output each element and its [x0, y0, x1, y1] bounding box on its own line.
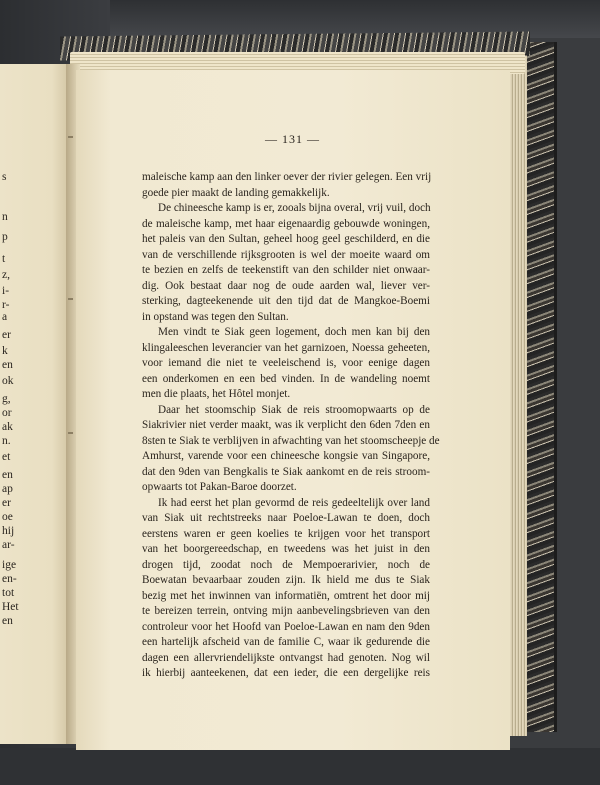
- left-page-fragment: hij: [2, 525, 15, 537]
- text-line: maleische kamp aan den linker oever der rivier gelegen. Een vrij: [142, 171, 432, 183]
- left-page-fragment: ok: [2, 375, 14, 387]
- text-line: sterking, dagteekenende uit den tijd dat de Mangkoe-Boemi: [142, 295, 430, 307]
- text-line: het paleis van den Sultan, geheel hoog geel geschilderd, en die: [142, 233, 430, 245]
- page-mark: [68, 432, 73, 434]
- text-line: dig. Ook bestaat daar nog de oude aarden wal, liever ver-: [142, 279, 430, 292]
- text-line: dagen een allervriendelijkste ontvangst had genoten. Nog wil: [142, 651, 430, 664]
- left-page-fragment: p: [2, 231, 8, 243]
- text-line: opwaarts tot Pakan-Baroe doorzet.: [142, 481, 297, 493]
- left-page-fragment: Het: [2, 601, 19, 613]
- left-page-fragment: r-: [2, 299, 10, 311]
- left-page-fragment: er: [2, 497, 11, 509]
- text-line: van het boorgereedschap, en tweedens was het juist in den: [142, 543, 430, 555]
- facing-left-page: [0, 64, 74, 744]
- left-page-fragment: ar-: [2, 539, 15, 551]
- left-page-fragment: n.: [2, 435, 11, 447]
- text-line: te bereizen terrein, ontving mijn aanbevelingsbrieven van den: [142, 605, 430, 617]
- text-line: van de verschillende rijksgrooten is wel der moeite waard om: [142, 248, 430, 261]
- left-page-fragment: s: [2, 171, 7, 183]
- left-page-fragment: tot: [2, 587, 15, 599]
- left-page-fragment: a: [2, 311, 8, 323]
- text-line: een hartelijk afscheid van de familie C, waar ik gedurende die: [142, 636, 430, 648]
- left-page-fragment: ap: [2, 483, 13, 495]
- left-page-fragment: en: [2, 615, 13, 627]
- left-page-fragment: n: [2, 211, 8, 223]
- text-line: men die plaats, het Hôtel monjet.: [142, 388, 291, 400]
- text-line: van Siak uit rechtstreeks naar Poeloe-Lawan te doen, doch: [142, 512, 430, 524]
- text-line: Amhurst, varende voor een chineesche kongsie van Singapore,: [142, 450, 430, 462]
- text-line: een onderkomen en een bed vinden. In de wandeling noemt: [142, 372, 430, 385]
- text-line: Ik had eerst het plan gevormd de reis gedeeltelijk over land: [158, 496, 430, 509]
- left-page-fragment: z,: [2, 269, 10, 281]
- left-page-fragment: k: [2, 345, 8, 357]
- left-page-fragment: en: [2, 469, 13, 481]
- text-line: controleur voor het Hoofd van Poeloe-Lawan en nam den 9den: [142, 620, 430, 633]
- text-line: de maleische kamp, met haar eigenaardig gebouwde woningen,: [142, 217, 430, 230]
- text-line: in opstand was tegen den Sultan.: [142, 310, 289, 323]
- left-page-fragment: ige: [2, 559, 17, 571]
- left-page-fragment: i-: [2, 285, 10, 297]
- text-line: Siakrivier niet verder maakt, was ik verplicht den 6den 7den en: [142, 419, 430, 431]
- left-page-fragment: er: [2, 329, 11, 341]
- body-text: [142, 170, 440, 682]
- left-page-fragment: et: [2, 451, 11, 463]
- text-line: drogen tijd, zoodat noch de Mempoerarivier, noch de: [142, 558, 430, 571]
- left-page-fragment: ak: [2, 421, 13, 433]
- text-line: bezig met het inwinnen van informatiën, omtrent het door mij: [142, 589, 430, 602]
- page-number: — 131 —: [265, 132, 320, 146]
- text-line: voor iemand die niet te veeleischend is, voor eenige dagen: [142, 357, 430, 369]
- text-line: dat den 9den van Bengkalis te Siak aankomt en de reis stroom-: [142, 465, 430, 478]
- left-page-fragment: en: [2, 359, 13, 371]
- page-mark: [68, 136, 73, 138]
- text-line: Boewatan bevaarbaar zouden zijn. Ik hield me dus te Siak: [142, 574, 430, 586]
- text-line: 8sten te Siak te verblijven in afwachting van het stoomscheepje de: [142, 434, 440, 447]
- left-page-fragment: or: [2, 407, 12, 419]
- text-line: te bezien en zelfs de teekenstift van den schilder niet onwaar-: [142, 264, 430, 276]
- text-line: goede pier maakt de landing gemakkelijk.: [142, 186, 330, 199]
- left-page-fragment: oe: [2, 511, 13, 523]
- text-line: klingaleeschen leverancier van het garnizoen, Noessa geheeten,: [142, 341, 430, 354]
- page-mark: [68, 298, 73, 300]
- text-line: eerstens waren er geen koelies te krijgen voor het transport: [142, 527, 430, 540]
- left-page-fragment: t: [2, 253, 6, 265]
- text-line: Daar het stoomschip Siak de reis stroomopwaarts op de: [158, 403, 430, 416]
- text-line: De chineesche kamp is er, zooals bijna overal, vrij vuil, doch: [158, 202, 431, 214]
- left-page-fragment: g,: [2, 393, 11, 405]
- left-page-fragment: en-: [2, 573, 17, 585]
- text-line: ik hierbij aanteekenen, dat een ieder, die een dergelijke reis: [142, 667, 430, 679]
- backdrop-bottom: [0, 748, 600, 785]
- text-line: Men vindt te Siak geen logement, doch men kan bij den: [158, 326, 430, 338]
